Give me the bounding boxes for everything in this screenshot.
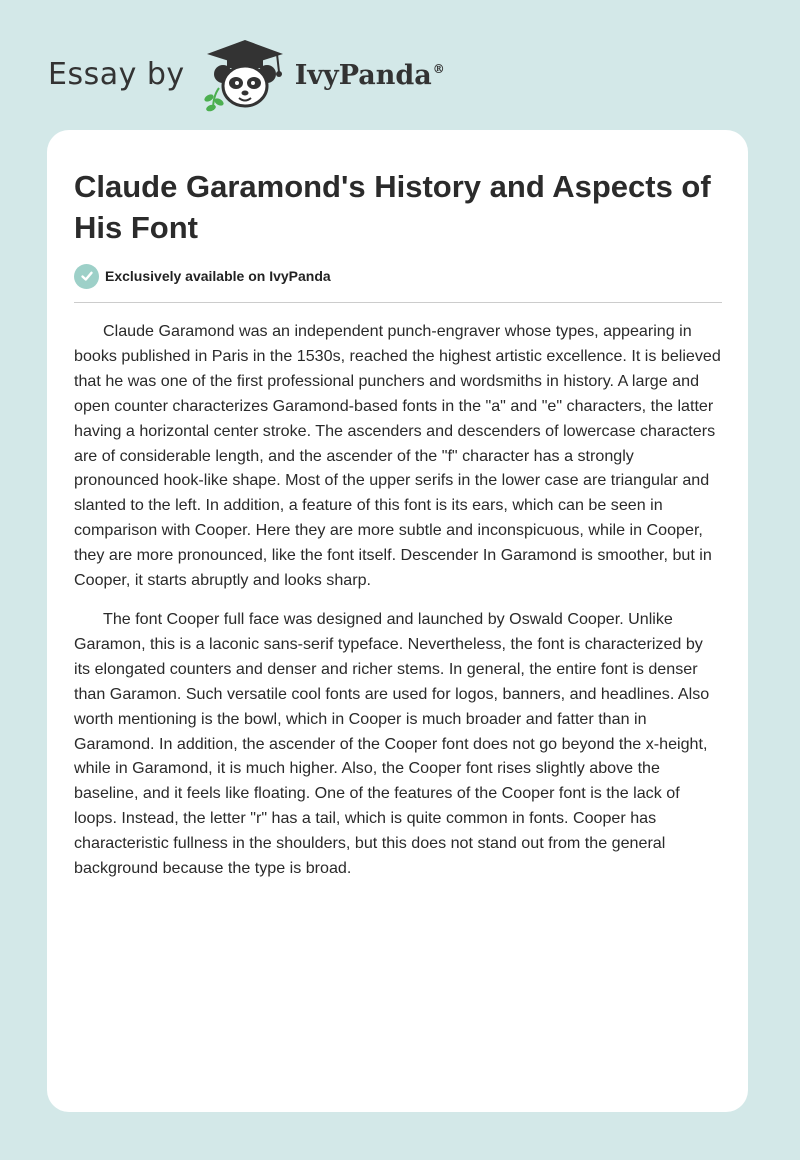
site-header — [48, 36, 445, 112]
page-title: Claude Garamond's History and Aspects of His Font — [74, 169, 711, 245]
essay-card — [47, 130, 748, 1112]
checkmark-icon — [74, 264, 99, 289]
brand-name-text: IvyPanda — [294, 59, 432, 91]
essay-by-label: Essay by — [48, 56, 185, 92]
registered-mark: ® — [432, 61, 445, 76]
brand-name[interactable] — [295, 60, 445, 91]
panda-graduation-cap-icon[interactable] — [199, 36, 291, 112]
divider — [74, 302, 722, 303]
exclusive-badge — [74, 263, 331, 289]
exclusive-badge-label: Exclusively available on IvyPanda — [105, 268, 331, 284]
paragraph: The font Cooper full face was designed and launched by Oswald Cooper. Unlike Garamon, this is a laconic sans-serif typeface. Nevertheless, the font is characterized by its elongated counters and denser and richer stems. In general, the entire font is denser than Garamon. Such versatile cool fonts are used for logos, banners, and headlines. Also worth mentioning is the bowl, which in Cooper is much broader and fatter than in Garamond. In addition, the ascender of the Cooper font does not go beyond the x-height, while in Garamond, it is much higher. Also, the Cooper font rises slightly above the baseline, and it feels like floating. One of the features of the Cooper font is the lack of loops. Instead, the letter "r" has a tail, which is quite common in fonts. Cooper has characteristic fullness in the shoulders, but this does not stand out from the general background because the type is broad. — [74, 609, 710, 878]
paragraph: Claude Garamond was an independent punch-engraver whose types, appearing in books published in Paris in the 1530s, reached the highest artistic excellence. It is believed that he was one of the first professional punchers and wordsmiths in history. A large and open counter characterizes Garamond-based fonts in the "a" and "e" characters, the latter having a horizontal center stroke. The ascenders and descenders of lowercase characters are of considerable length, and the ascender of the "f" character has a strongly pronounced hook-like shape. Most of the upper serifs in the lower case are triangular and slanted to the left. In addition, a feature of this font is its ears, which can be seen in comparison with Cooper. Here they are more subtle and inconspicuous, while in Cooper, they are more pronounced, like the font itself. Descender In Garamond is smoother, but in Cooper, it starts abruptly and looks sharp. — [74, 322, 721, 590]
essay-body — [74, 319, 722, 895]
